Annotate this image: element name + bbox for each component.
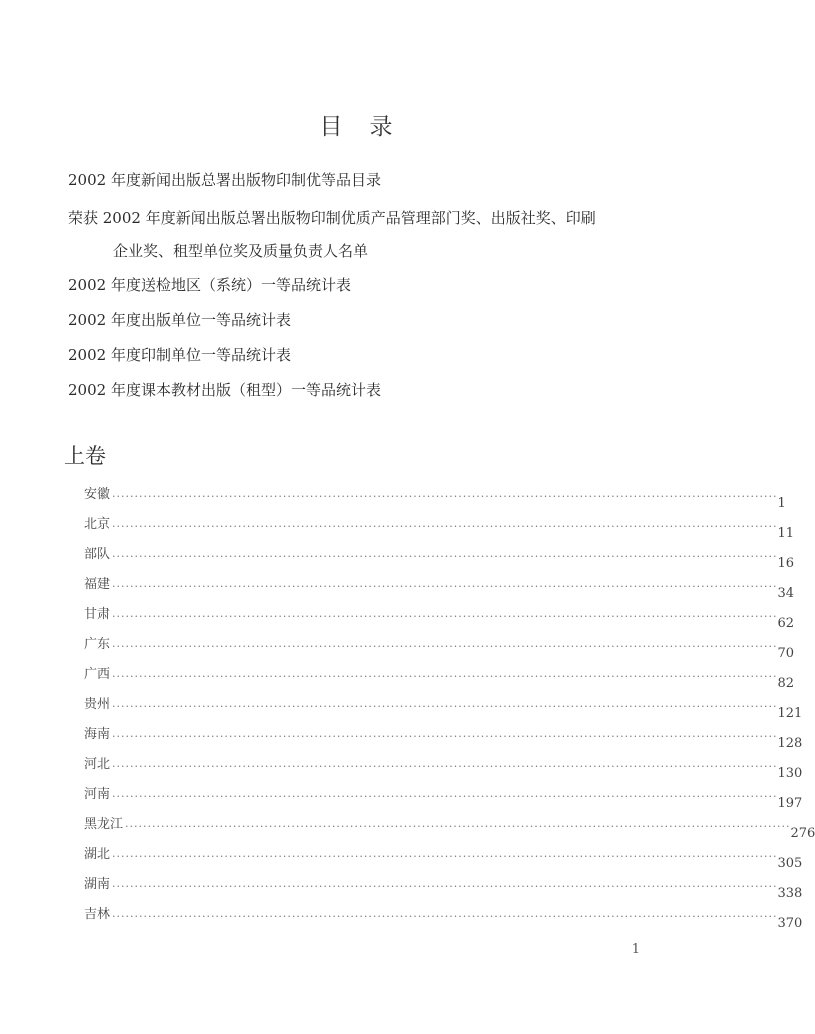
toc-leader-dots: .................................................................................................................................................... xyxy=(112,577,778,590)
toc-entry-label: 安徽 xyxy=(84,487,111,502)
toc-entry-page: 128 xyxy=(777,736,803,751)
toc-entry xyxy=(84,782,803,811)
toc-entry-page: 11 xyxy=(777,526,795,541)
toc-entry-label: 福建 xyxy=(84,577,111,592)
toc-entry-label: 河北 xyxy=(84,757,111,772)
toc-entry-label: 甘肃 xyxy=(84,607,111,622)
toc-entry xyxy=(84,902,803,931)
toc-entry xyxy=(84,632,795,661)
section-heading: 上卷 xyxy=(64,444,106,468)
front-matter-item: 2002 年度出版单位一等品统计表 xyxy=(68,311,291,329)
front-matter-item: 2002 年度课本教材出版（租型）一等品统计表 xyxy=(68,381,381,399)
toc-entry-label: 湖北 xyxy=(84,847,111,862)
toc-entry xyxy=(84,872,803,901)
front-matter-item: 2002 年度新闻出版总署出版物印制优等品目录 xyxy=(68,171,381,189)
front-matter-item: 2002 年度印制单位一等品统计表 xyxy=(68,346,291,364)
toc-entry-label: 河南 xyxy=(84,787,111,802)
toc-entry-page: 197 xyxy=(777,796,803,811)
toc-entry-label: 部队 xyxy=(84,547,111,562)
front-matter-item-continued: 企业奖、租型单位奖及质量负责人名单 xyxy=(113,242,369,260)
toc-entry xyxy=(84,512,795,541)
front-matter-item: 荣获 2002 年度新闻出版总署出版物印制优质产品管理部门奖、出版社奖、印刷 xyxy=(68,209,596,227)
toc-entry xyxy=(84,812,815,841)
toc-entry xyxy=(84,842,803,871)
toc-entry-label: 广东 xyxy=(84,637,111,652)
toc-leader-dots: .................................................................................................................................................... xyxy=(112,847,778,860)
toc-entry xyxy=(84,542,795,571)
toc-entry-page: 62 xyxy=(777,616,795,631)
toc-leader-dots: .................................................................................................................................................... xyxy=(112,697,778,710)
toc-entry-page: 121 xyxy=(777,706,803,721)
toc-leader-dots: .................................................................................................................................................... xyxy=(112,547,778,560)
toc-entry xyxy=(84,722,803,751)
toc-leader-dots: .................................................................................................................................................... xyxy=(112,487,778,500)
toc-entry-label: 黑龙江 xyxy=(84,817,124,832)
toc-entry-page: 276 xyxy=(790,826,815,841)
toc-entry-page: 34 xyxy=(777,586,795,601)
toc-entry-label: 北京 xyxy=(84,517,111,532)
toc-entry-label: 海南 xyxy=(84,727,111,742)
toc-entry-label: 湖南 xyxy=(84,877,111,892)
toc-leader-dots: .................................................................................................................................................... xyxy=(125,817,791,830)
toc-entry-page: 305 xyxy=(777,856,803,871)
toc-entry xyxy=(84,602,795,631)
toc-entry xyxy=(84,662,795,691)
toc-entry-label: 吉林 xyxy=(84,907,111,922)
page-number: 1 xyxy=(631,942,640,957)
front-matter-item: 2002 年度送检地区（系统）一等品统计表 xyxy=(68,276,351,294)
toc-entry xyxy=(84,572,795,601)
toc-leader-dots: .................................................................................................................................................... xyxy=(112,907,778,920)
toc-leader-dots: .................................................................................................................................................... xyxy=(112,607,778,620)
toc-entry-page: 1 xyxy=(777,496,786,511)
toc-entry-page: 70 xyxy=(777,646,795,661)
toc-leader-dots: .................................................................................................................................................... xyxy=(112,787,778,800)
toc-entry-label: 广西 xyxy=(84,667,111,682)
toc-leader-dots: .................................................................................................................................................... xyxy=(112,517,778,530)
toc-entry-label: 贵州 xyxy=(84,697,111,712)
toc-entry-page: 82 xyxy=(777,676,795,691)
toc-entry xyxy=(84,752,803,781)
toc-entry-page: 130 xyxy=(777,766,803,781)
toc-entry-page: 338 xyxy=(777,886,803,901)
toc-entry-page: 370 xyxy=(777,916,803,931)
toc-entry xyxy=(84,482,786,511)
toc-leader-dots: .................................................................................................................................................... xyxy=(112,727,778,740)
toc-entry-page: 16 xyxy=(777,556,795,571)
toc-leader-dots: .................................................................................................................................................... xyxy=(112,667,778,680)
toc-leader-dots: .................................................................................................................................................... xyxy=(112,757,778,770)
toc-leader-dots: .................................................................................................................................................... xyxy=(112,637,778,650)
toc-leader-dots: .................................................................................................................................................... xyxy=(112,877,778,890)
toc-entry xyxy=(84,692,803,721)
page-title: 目 录 xyxy=(319,114,395,140)
